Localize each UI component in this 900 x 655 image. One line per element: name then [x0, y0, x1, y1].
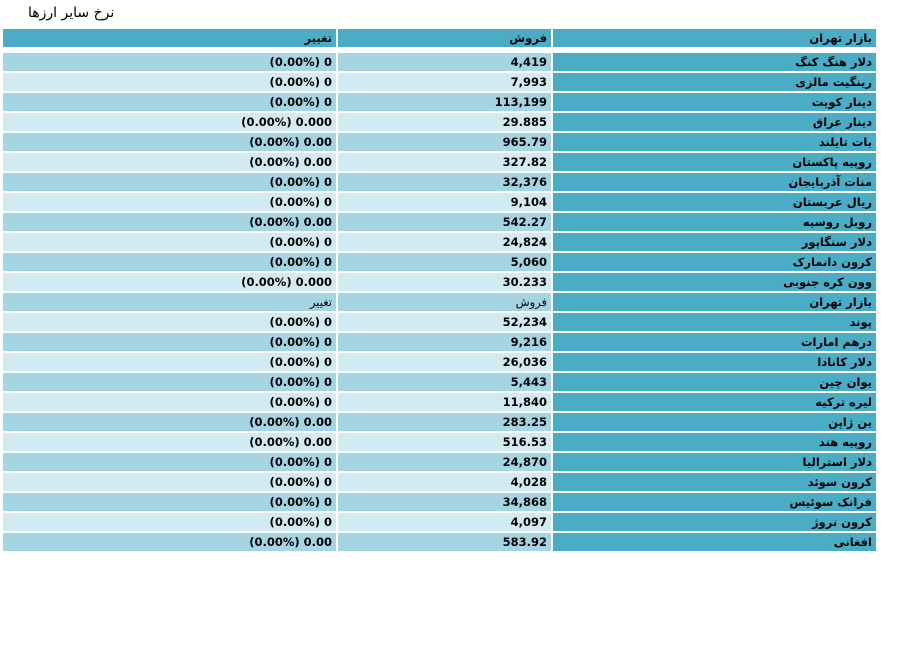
- change-cell: 0.00 (0.00%): [3, 133, 336, 151]
- currency-name-cell: روپیه هند: [553, 433, 876, 451]
- table-row: [3, 273, 876, 291]
- sell-cell: 542.27: [338, 213, 551, 231]
- sell-cell: 4,028: [338, 473, 551, 491]
- sell-cell: 7,993: [338, 73, 551, 91]
- table-row: [3, 493, 876, 511]
- table-row: [3, 433, 876, 451]
- currency-name-cell: دینار کویت: [553, 93, 876, 111]
- sell-cell: 5,443: [338, 373, 551, 391]
- sell-cell: 9,104: [338, 193, 551, 211]
- currency-name-cell: دلار هنگ کنگ: [553, 53, 876, 71]
- change-cell: 0 (0.00%): [3, 393, 336, 411]
- change-cell: 0 (0.00%): [3, 493, 336, 511]
- sell-cell: 4,419: [338, 53, 551, 71]
- change-cell: 0 (0.00%): [3, 173, 336, 191]
- header-gap: [3, 49, 876, 51]
- change-cell: 0 (0.00%): [3, 353, 336, 371]
- currency-name-cell: دلار سنگاپور: [553, 233, 876, 251]
- currency-name-cell: درهم امارات: [553, 333, 876, 351]
- change-cell: 0 (0.00%): [3, 93, 336, 111]
- currency-rates-table: [1, 27, 878, 553]
- sell-cell: 52,234: [338, 313, 551, 331]
- sell-cell: 5,060: [338, 253, 551, 271]
- sell-cell: 327.82: [338, 153, 551, 171]
- currency-name-cell: رینگیت مالزی: [553, 73, 876, 91]
- section-subheader-row: [3, 293, 876, 311]
- change-cell: 0 (0.00%): [3, 193, 336, 211]
- table-row: [3, 93, 876, 111]
- table-row: [3, 233, 876, 251]
- change-cell: 0.000 (0.00%): [3, 113, 336, 131]
- table-row: [3, 193, 876, 211]
- sell-cell: 30.233: [338, 273, 551, 291]
- subheader-market: بازار تهران: [553, 293, 876, 311]
- sell-cell: 11,840: [338, 393, 551, 411]
- change-cell: 0 (0.00%): [3, 233, 336, 251]
- sell-cell: 4,097: [338, 513, 551, 531]
- sell-cell: 29.885: [338, 113, 551, 131]
- currency-name-cell: کرون نروژ: [553, 513, 876, 531]
- table-row: [3, 153, 876, 171]
- change-cell: 0 (0.00%): [3, 73, 336, 91]
- table-row: [3, 333, 876, 351]
- currency-name-cell: بات تایلند: [553, 133, 876, 151]
- sell-cell: 583.92: [338, 533, 551, 551]
- table-row: [3, 133, 876, 151]
- change-cell: 0.00 (0.00%): [3, 413, 336, 431]
- header-market: بازار تهران: [553, 29, 876, 47]
- change-cell: 0.00 (0.00%): [3, 153, 336, 171]
- change-cell: 0 (0.00%): [3, 253, 336, 271]
- change-cell: 0.000 (0.00%): [3, 273, 336, 291]
- table-header-row: [3, 29, 876, 47]
- sell-cell: 113,199: [338, 93, 551, 111]
- currency-name-cell: ین ژاپن: [553, 413, 876, 431]
- table-row: [3, 513, 876, 531]
- header-change: تغییر: [3, 29, 336, 47]
- currency-name-cell: روپیه پاکستان: [553, 153, 876, 171]
- table-body: [3, 29, 876, 551]
- sell-cell: 24,870: [338, 453, 551, 471]
- page-title: نرخ سایر ارزها: [28, 5, 115, 21]
- currency-name-cell: منات آذربایجان: [553, 173, 876, 191]
- currency-name-cell: روبل روسیه: [553, 213, 876, 231]
- currency-name-cell: وون کره جنوبی: [553, 273, 876, 291]
- currency-name-cell: دینار عراق: [553, 113, 876, 131]
- change-cell: 0.00 (0.00%): [3, 433, 336, 451]
- currency-name-cell: دلار کانادا: [553, 353, 876, 371]
- change-cell: 0 (0.00%): [3, 313, 336, 331]
- subheader-change: تغییر: [3, 293, 336, 311]
- table-row: [3, 473, 876, 491]
- currency-name-cell: پوند: [553, 313, 876, 331]
- table-row: [3, 253, 876, 271]
- table-row: [3, 213, 876, 231]
- sell-cell: 32,376: [338, 173, 551, 191]
- change-cell: 0.00 (0.00%): [3, 213, 336, 231]
- change-cell: 0 (0.00%): [3, 473, 336, 491]
- change-cell: 0.00 (0.00%): [3, 533, 336, 551]
- table-row: [3, 353, 876, 371]
- currency-name-cell: یوان چین: [553, 373, 876, 391]
- table-row: [3, 453, 876, 471]
- currency-name-cell: لیره ترکیه: [553, 393, 876, 411]
- header-sell: فروش: [338, 29, 551, 47]
- sell-cell: 24,824: [338, 233, 551, 251]
- sell-cell: 9,216: [338, 333, 551, 351]
- change-cell: 0 (0.00%): [3, 453, 336, 471]
- table-row: [3, 313, 876, 331]
- currency-name-cell: فرانک سوئیس: [553, 493, 876, 511]
- table-row: [3, 373, 876, 391]
- table-row: [3, 533, 876, 551]
- change-cell: 0 (0.00%): [3, 373, 336, 391]
- change-cell: 0 (0.00%): [3, 513, 336, 531]
- sell-cell: 26,036: [338, 353, 551, 371]
- sell-cell: 516.53: [338, 433, 551, 451]
- table-row: [3, 113, 876, 131]
- currency-name-cell: کرون سوئد: [553, 473, 876, 491]
- currency-name-cell: کرون دانمارک: [553, 253, 876, 271]
- currency-name-cell: افغانی: [553, 533, 876, 551]
- table-row: [3, 173, 876, 191]
- change-cell: 0 (0.00%): [3, 53, 336, 71]
- table-row: [3, 73, 876, 91]
- sell-cell: 965.79: [338, 133, 551, 151]
- sell-cell: 34,868: [338, 493, 551, 511]
- table-row: [3, 53, 876, 71]
- currency-name-cell: ریال عربستان: [553, 193, 876, 211]
- table-row: [3, 393, 876, 411]
- subheader-sell: فروش: [338, 293, 551, 311]
- currency-name-cell: دلار استرالیا: [553, 453, 876, 471]
- sell-cell: 283.25: [338, 413, 551, 431]
- table-row: [3, 413, 876, 431]
- change-cell: 0 (0.00%): [3, 333, 336, 351]
